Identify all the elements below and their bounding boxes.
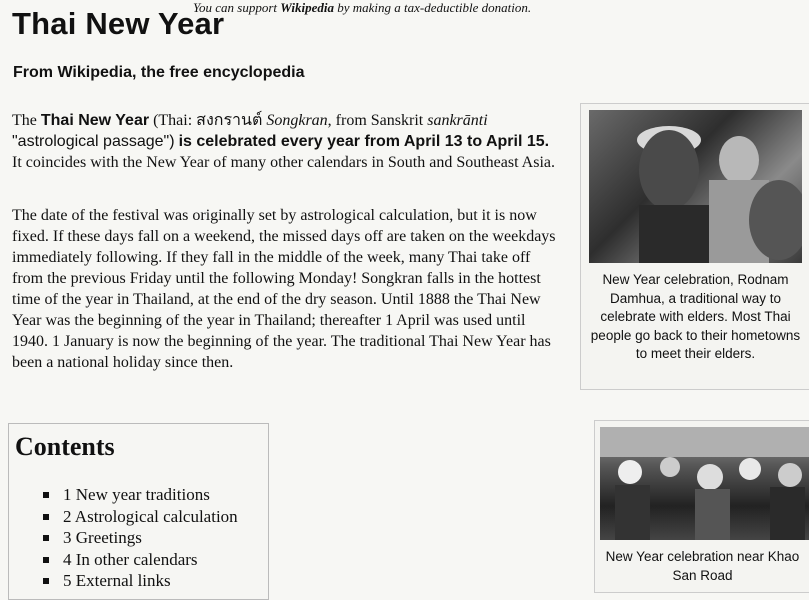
intro-part1: (Thai: [153,112,193,129]
intro-part4: It coincides with the New Year of many other calendars in South and Southeast Asia. [12,154,555,171]
page-subtitle: From Wikipedia, the free encyclopedia [13,64,305,81]
toc-item-astrological-calculation[interactable] [43,506,238,528]
contents-title: Contents [15,432,115,461]
bullet-icon [43,578,49,584]
khao-san-photo-caption: New Year celebration near Khao San Road [605,549,800,583]
intro-bold-dates: is celebrated every year from April 13 to April 15. [178,133,550,150]
toc-item-label: 4 In other calendars [63,549,198,569]
thumbnail-khao-san-road [594,420,809,593]
intro-bold-title: Thai New Year [40,112,150,129]
table-of-contents [8,423,269,600]
elders-photo-caption: New Year celebration, Rodnam Damhua, a traditional way to celebrate with elders. Most Thai people go back to their hometowns to meet their elders. [590,272,801,361]
banner-wikipedia-link[interactable]: Wikipedia [280,0,334,15]
toc-item-label: 1 New year traditions [63,485,210,504]
festival-date-paragraph: The date of the festival was originally set by astrological calculation, but it is now fixed. If these days fall on a weekend, the missed days off are taken on the weekdays immediately following. If they fall in the middle of the week, many Thai take off from the previous Friday until the following Monday! Songkran falls in the hottest time of the year in Thailand, at the end of the dry season. Until 1888 the Thai New Year was the beginning of the year in Thailand; thereafter 1 April was used until 1940. 1 January is now the beginning of the year. The traditional Thai New Year has been a national holiday since then. [12,207,556,371]
toc-item-label: 2 Astrological calculation [63,506,238,526]
intro-part3: "astrological passage") [12,133,175,150]
bullet-icon [43,492,49,498]
intro-part2: , from Sanskrit [327,112,424,129]
bullet-icon [43,557,49,563]
page-title: Thai New Year [12,6,225,41]
toc-item-external-links[interactable] [43,570,238,592]
toc-item-in-other-calendars[interactable] [43,549,238,571]
elders-celebration-photo[interactable] [589,110,802,263]
thai-word-link[interactable]: สงกรานต์ [196,112,263,129]
contents-list [43,484,238,592]
donation-banner[interactable] [193,0,531,16]
toc-item-greetings[interactable] [43,527,238,549]
sankranti-word: sankrānti [427,112,488,129]
toc-item-label: 3 Greetings [63,528,142,547]
toc-item-new-year-traditions[interactable] [43,484,238,506]
banner-suffix: by making a tax-deductible donation. [337,0,532,15]
banner-prefix: You can support [193,0,278,15]
khao-san-road-photo[interactable] [600,427,809,540]
songkran-word: Songkran [266,112,328,129]
intro-paragraph [12,110,557,173]
intro-the: The [12,112,37,129]
thumbnail-elders-celebration [580,103,809,390]
bullet-icon [43,514,49,520]
toc-item-label: 5 External links [63,571,171,590]
bullet-icon [43,535,49,541]
